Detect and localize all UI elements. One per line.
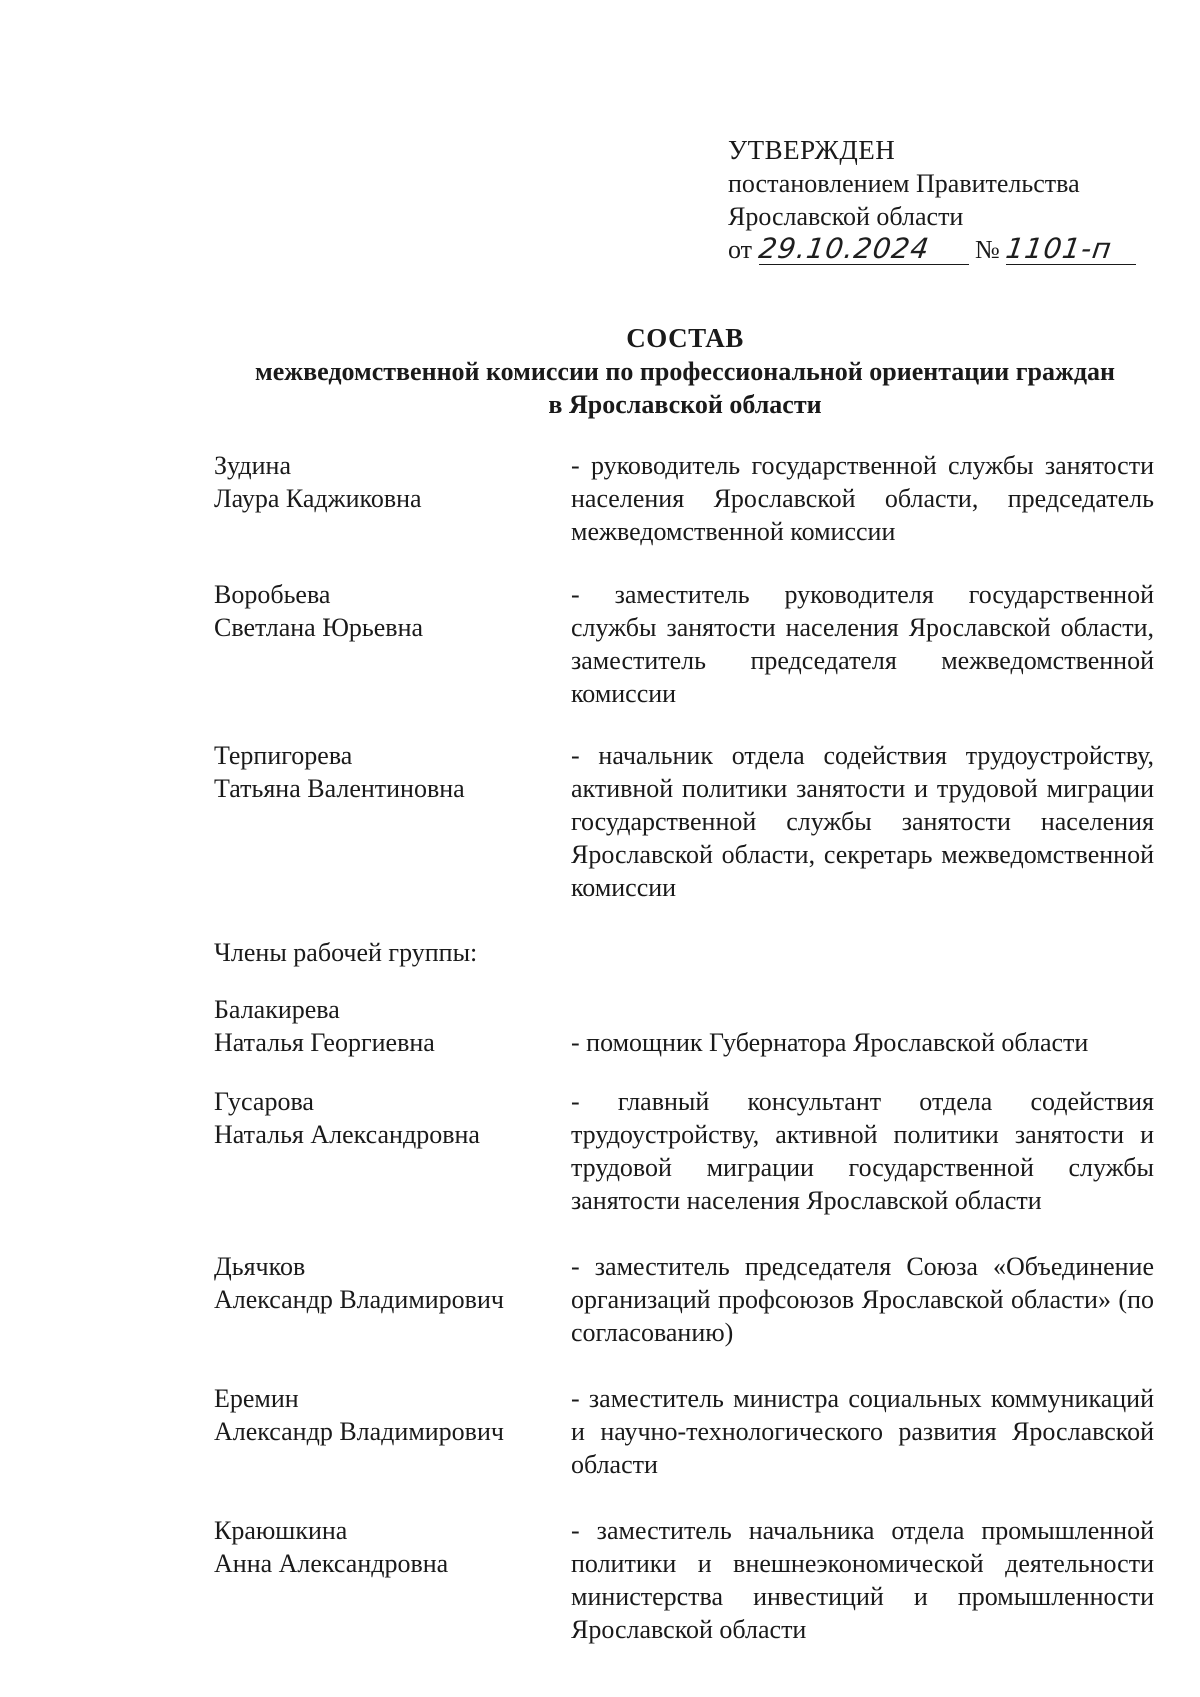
member-name <box>214 1382 571 1481</box>
member-row <box>214 993 1154 1059</box>
document-title <box>150 322 1200 421</box>
member-row <box>214 739 1154 904</box>
member-role: - главный консультант отдела содействия трудоустройству, активной политики занятости и трудовой миграции государственной службы занятости населения Ярославской области <box>571 1087 1154 1215</box>
member-given-name: Лаура Каджиковна <box>214 484 422 513</box>
from-label: от <box>728 235 753 264</box>
member-name <box>214 578 571 710</box>
member-surname: Краюшкина <box>214 1516 348 1545</box>
title-line-2: в Ярославской области <box>548 390 822 419</box>
member-name <box>214 993 571 1059</box>
member-given-name: Александр Владимирович <box>214 1285 504 1314</box>
member-role: - заместитель министра социальных коммуникаций и научно-технологического развития Ярославской области <box>571 1384 1154 1479</box>
member-name <box>214 1085 571 1217</box>
member-given-name: Анна Александровна <box>214 1549 449 1578</box>
member-given-name: Александр Владимирович <box>214 1417 504 1446</box>
approval-stamp-block <box>728 134 1148 267</box>
member-row <box>214 1085 1154 1217</box>
member-row <box>214 578 1154 710</box>
member-row <box>214 1382 1154 1481</box>
member-name <box>214 1514 571 1646</box>
number-label: № <box>975 235 1000 264</box>
member-given-name: Татьяна Валентиновна <box>214 774 465 803</box>
working-group-label: Члены рабочей группы: <box>214 938 478 967</box>
member-row <box>214 1514 1154 1646</box>
member-role: - начальник отдела содействия трудоустройству, активной политики занятости и трудовой миграции государственной службы занятости населения Ярославской области, секретарь межведомственной комиссии <box>571 741 1154 902</box>
member-surname: Балакирева <box>214 995 340 1024</box>
member-role: - заместитель председателя Союза «Объединение организаций профсоюзов Ярославской области» (по согласованию) <box>571 1252 1154 1347</box>
member-row <box>214 1250 1154 1349</box>
member-row <box>214 449 1154 548</box>
member-given-name: Светлана Юрьевна <box>214 613 424 642</box>
member-role: - заместитель начальника отдела промышленной политики и внешнеэкономической деятельности министерства инвестиций и промышленности Ярославской области <box>571 1516 1154 1644</box>
member-surname: Гусарова <box>214 1087 314 1116</box>
member-name <box>214 449 571 548</box>
member-surname: Зудина <box>214 451 291 480</box>
member-given-name: Наталья Георгиевна <box>214 1028 435 1057</box>
approval-line-2: Ярославской области <box>728 202 964 231</box>
member-name <box>214 739 571 904</box>
member-role: - заместитель руководителя государственной службы занятости населения Ярославской области, заместитель председателя межведомственной комиссии <box>571 580 1154 708</box>
handwritten-date: 29.10.2024 <box>756 232 932 265</box>
member-role: - руководитель государственной службы занятости населения Ярославской области, председатель межведомственной комиссии <box>571 451 1154 546</box>
date-field <box>756 232 969 265</box>
title-line-1: межведомственной комиссии по профессиональной ориентации граждан <box>255 357 1115 386</box>
handwritten-number: 1101-п <box>1004 232 1115 265</box>
number-field <box>1004 232 1136 265</box>
member-role: - помощник Губернатора Ярославской области <box>571 1028 1089 1057</box>
member-surname: Терпигорева <box>214 741 353 770</box>
members-list <box>214 449 1154 1646</box>
member-surname: Воробьева <box>214 580 331 609</box>
approval-line-1: постановлением Правительства <box>728 169 1080 198</box>
title-main: СОСТАВ <box>626 323 744 353</box>
approval-heading: УТВЕРЖДЕН <box>728 135 896 165</box>
member-surname: Дьячков <box>214 1252 306 1281</box>
approval-date-number-line <box>728 233 1148 267</box>
member-surname: Еремин <box>214 1384 299 1413</box>
member-given-name: Наталья Александровна <box>214 1120 480 1149</box>
member-name <box>214 1250 571 1349</box>
